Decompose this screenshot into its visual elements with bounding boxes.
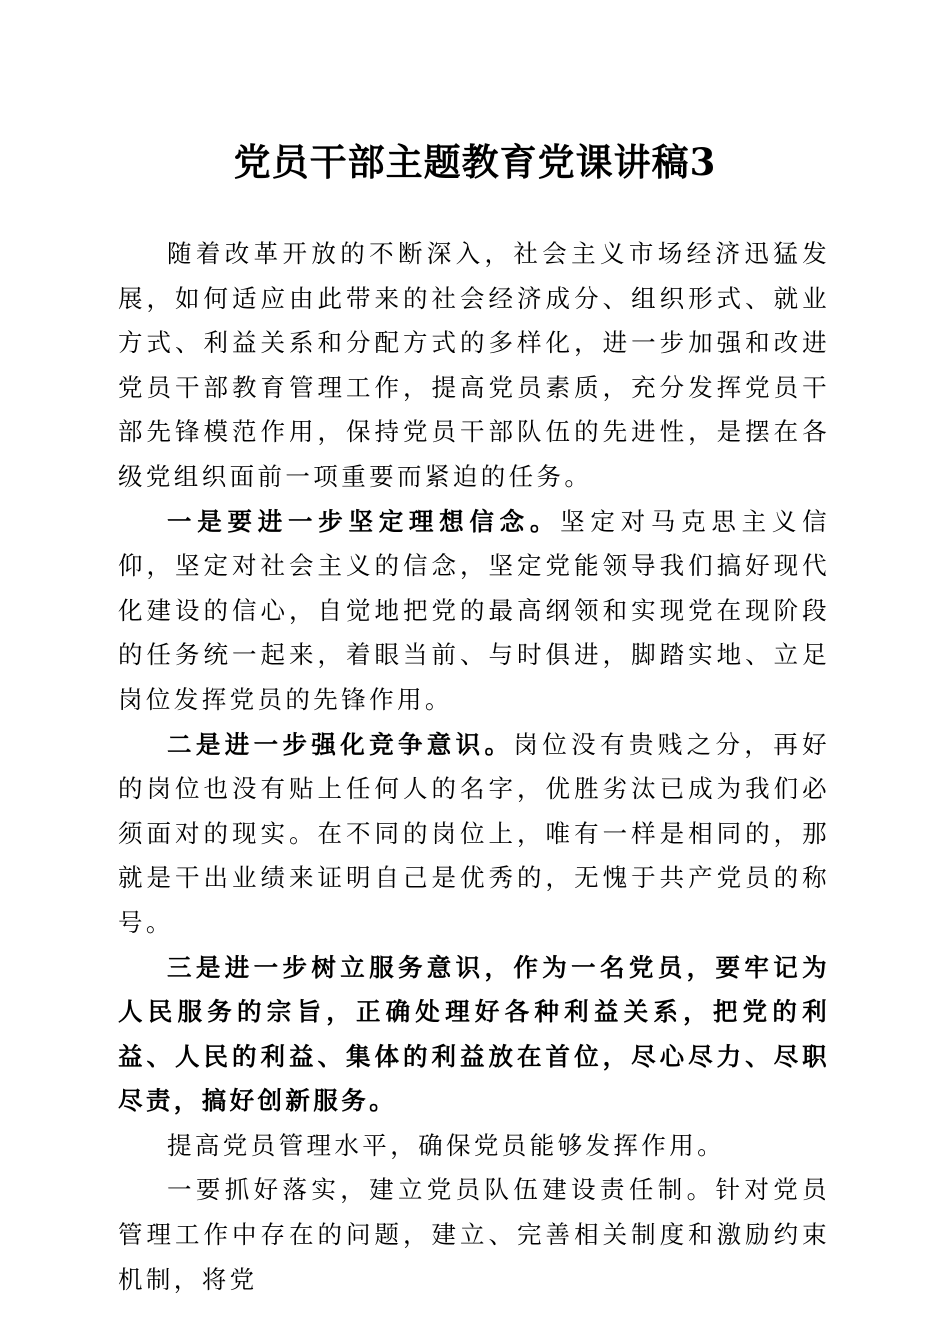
paragraph-text: 一要抓好落实，建立党员队伍建设责任制。针对党员管理工作中存在的问题，建立、完善相关制度和激励约束机制，将党 [118,1175,830,1294]
paragraph-text: 提高党员管理水平，确保党员能够发挥作用。 [167,1130,725,1160]
paragraph-intro [118,232,830,500]
paragraph-management-one [118,1168,830,1302]
paragraph-point-three [118,946,830,1124]
paragraph-point-one [118,500,830,723]
paragraph-lead: 三是进一步树立服务意识，作为一名党员，要牢记为人民服务的宗旨，正确处理好各种利益关系，把党的利益、人民的利益、集体的利益放在首位，尽心尽力、尽职尽责，搞好创新服务。 [118,952,830,1116]
paragraph-text: 随着改革开放的不断深入，社会主义市场经济迅猛发展，如何适应由此带来的社会经济成分、组织形式、就业方式、利益关系和分配方式的多样化，进一步加强和改进党员干部教育管理工作，提高党员素质，充分发挥党员干部先锋模范作用，保持党员干部队伍的先进性，是摆在各级党组织面前一项重要而紧迫的任务。 [118,239,830,491]
paragraph-management-heading [118,1124,830,1169]
document-body [118,232,830,1302]
document-title: 党员干部主题教育党课讲稿3 [233,140,717,184]
paragraph-text: 岗位没有贵贱之分，再好的岗位也没有贴上任何人的名字，优胜劣汰已成为我们必须面对的现实。在不同的岗位上，唯有一样是相同的，那就是干出业绩来证明自己是优秀的，无愧于共产党员的称号。 [118,729,830,937]
paragraph-lead: 二是进一步强化竞争意识。 [167,729,514,759]
paragraph-point-two [118,723,830,946]
paragraph-lead: 一是要进一步坚定理想信念。 [167,506,561,536]
paragraph-text: 坚定对马克思主义信仰，坚定对社会主义的信念，坚定党能领导我们搞好现代化建设的信心，自觉地把党的最高纲领和实现党在现阶段的任务统一起来，着眼当前、与时俱进，脚踏实地、立足岗位发挥党员的先锋作用。 [118,506,830,714]
